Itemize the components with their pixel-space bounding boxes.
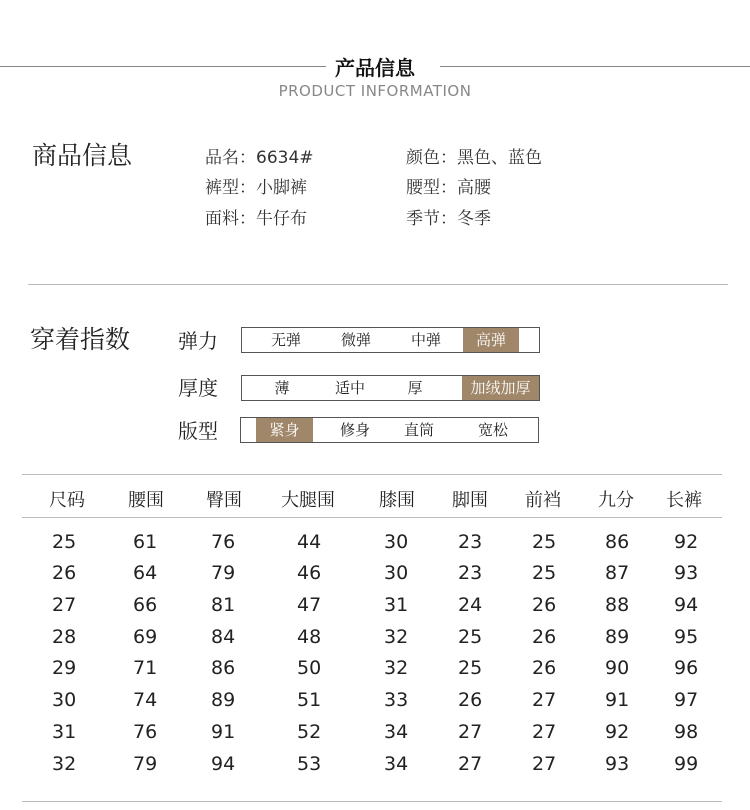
info-field-pants-type: 裤型：小脚裤 — [205, 178, 307, 198]
table-cell: 27 — [532, 753, 557, 775]
table-cell: 48 — [297, 626, 322, 648]
table-cell: 86 — [211, 657, 236, 679]
info-value: 冬季 — [457, 209, 491, 229]
info-label: 品名 — [205, 148, 239, 168]
table-cell: 98 — [674, 721, 699, 743]
table-cell: 32 — [384, 626, 409, 648]
info-label: 面料 — [205, 209, 239, 229]
fit-option: 直筒 — [403, 421, 434, 439]
table-cell: 25 — [458, 657, 483, 679]
table-header-line — [22, 517, 722, 518]
table-header-cell: 大腿围 — [281, 490, 335, 511]
table-bottom-line — [22, 801, 722, 802]
fit-option-selected: 紧身 — [256, 418, 313, 442]
page-title: 产品信息 — [335, 56, 415, 80]
thickness-option: 适中 — [334, 379, 365, 397]
elasticity-scale — [241, 327, 540, 353]
table-cell: 89 — [605, 626, 630, 648]
table-cell: 30 — [384, 531, 409, 553]
table-cell: 90 — [605, 657, 630, 679]
table-cell: 32 — [52, 753, 77, 775]
table-cell: 23 — [458, 531, 483, 553]
product-info-title: 商品信息 — [32, 141, 133, 170]
elasticity-option: 微弹 — [340, 331, 371, 349]
info-label: 腰型 — [406, 178, 440, 198]
info-field-fabric: 面料：牛仔布 — [205, 209, 307, 229]
table-cell: 94 — [674, 594, 699, 616]
table-cell: 27 — [532, 721, 557, 743]
fit-option: 修身 — [339, 421, 370, 439]
fit-option: 宽松 — [477, 421, 508, 439]
table-cell: 30 — [52, 689, 77, 711]
table-cell: 27 — [458, 721, 483, 743]
table-cell: 96 — [674, 657, 699, 679]
page-subtitle: PRODUCT INFORMATION — [278, 82, 472, 100]
table-cell: 79 — [133, 753, 158, 775]
table-cell: 88 — [605, 594, 630, 616]
table-header-cell: 腰围 — [128, 490, 164, 511]
table-cell: 64 — [133, 562, 158, 584]
table-cell: 71 — [133, 657, 158, 679]
table-cell: 66 — [133, 594, 158, 616]
table-cell: 31 — [384, 594, 409, 616]
table-cell: 93 — [605, 753, 630, 775]
info-value: 高腰 — [457, 178, 491, 198]
info-value: 小脚裤 — [256, 178, 307, 198]
table-cell: 61 — [133, 531, 158, 553]
info-value: 牛仔布 — [256, 209, 307, 229]
table-cell: 76 — [211, 531, 236, 553]
info-label: 季节 — [406, 209, 440, 229]
table-cell: 23 — [458, 562, 483, 584]
table-cell: 26 — [458, 689, 483, 711]
table-cell: 53 — [297, 753, 322, 775]
thickness-option: 薄 — [274, 379, 290, 397]
table-cell: 81 — [211, 594, 236, 616]
table-cell: 92 — [674, 531, 699, 553]
table-cell: 25 — [532, 562, 557, 584]
table-cell: 97 — [674, 689, 699, 711]
table-cell: 89 — [211, 689, 236, 711]
table-cell: 34 — [384, 721, 409, 743]
table-cell: 46 — [297, 562, 322, 584]
table-cell: 25 — [458, 626, 483, 648]
table-header-cell: 尺码 — [49, 490, 85, 511]
table-header-cell: 九分 — [598, 490, 634, 511]
table-cell: 92 — [605, 721, 630, 743]
table-cell: 91 — [605, 689, 630, 711]
table-cell: 95 — [674, 626, 699, 648]
fit-scale — [240, 417, 539, 443]
elasticity-option: 无弹 — [270, 331, 301, 349]
table-cell: 27 — [532, 689, 557, 711]
info-label: 颜色 — [406, 148, 440, 168]
table-cell: 27 — [458, 753, 483, 775]
thickness-option-selected: 加绒加厚 — [462, 376, 539, 400]
table-cell: 93 — [674, 562, 699, 584]
table-cell: 91 — [211, 721, 236, 743]
wear-index-label-elasticity: 弹力 — [178, 329, 218, 353]
info-value: 6634# — [256, 148, 314, 168]
info-field-waist-type: 腰型：高腰 — [406, 178, 491, 198]
table-cell: 26 — [532, 594, 557, 616]
table-cell: 33 — [384, 689, 409, 711]
table-cell: 87 — [605, 562, 630, 584]
info-field-season: 季节：冬季 — [406, 209, 491, 229]
table-cell: 26 — [52, 562, 77, 584]
table-cell: 26 — [532, 657, 557, 679]
table-cell: 99 — [674, 753, 699, 775]
table-cell: 32 — [384, 657, 409, 679]
table-cell: 74 — [133, 689, 158, 711]
table-header-cell: 脚围 — [452, 490, 488, 511]
thickness-scale — [241, 375, 540, 401]
table-cell: 50 — [297, 657, 322, 679]
table-cell: 51 — [297, 689, 322, 711]
elasticity-option: 中弹 — [410, 331, 441, 349]
wear-index-label-fit: 版型 — [178, 419, 218, 443]
table-cell: 86 — [605, 531, 630, 553]
table-cell: 47 — [297, 594, 322, 616]
info-value: 黑色、蓝色 — [457, 148, 542, 168]
thickness-option: 厚 — [407, 379, 423, 397]
table-top-line — [22, 474, 722, 475]
table-cell: 44 — [297, 531, 322, 553]
table-cell: 28 — [52, 626, 77, 648]
table-cell: 24 — [458, 594, 483, 616]
info-field-color: 颜色：黑色、蓝色 — [406, 148, 542, 168]
table-cell: 79 — [211, 562, 236, 584]
info-field-name: 品名：6634# — [205, 148, 314, 168]
table-cell: 25 — [532, 531, 557, 553]
table-cell: 29 — [52, 657, 77, 679]
table-cell: 76 — [133, 721, 158, 743]
elasticity-option-selected: 高弹 — [463, 328, 519, 352]
info-label: 裤型 — [205, 178, 239, 198]
table-cell: 34 — [384, 753, 409, 775]
table-cell: 31 — [52, 721, 77, 743]
table-cell: 84 — [211, 626, 236, 648]
table-cell: 94 — [211, 753, 236, 775]
table-cell: 26 — [532, 626, 557, 648]
table-header-cell: 前裆 — [525, 490, 561, 511]
wear-index-title: 穿着指数 — [30, 325, 131, 354]
table-cell: 69 — [133, 626, 158, 648]
table-cell: 27 — [52, 594, 77, 616]
table-cell: 30 — [384, 562, 409, 584]
table-header-cell: 臀围 — [206, 490, 242, 511]
table-header-cell: 长裤 — [666, 490, 702, 511]
divider — [28, 284, 728, 285]
wear-index-label-thickness: 厚度 — [178, 376, 218, 400]
table-header-cell: 膝围 — [379, 490, 415, 511]
table-cell: 25 — [52, 531, 77, 553]
table-cell: 52 — [297, 721, 322, 743]
